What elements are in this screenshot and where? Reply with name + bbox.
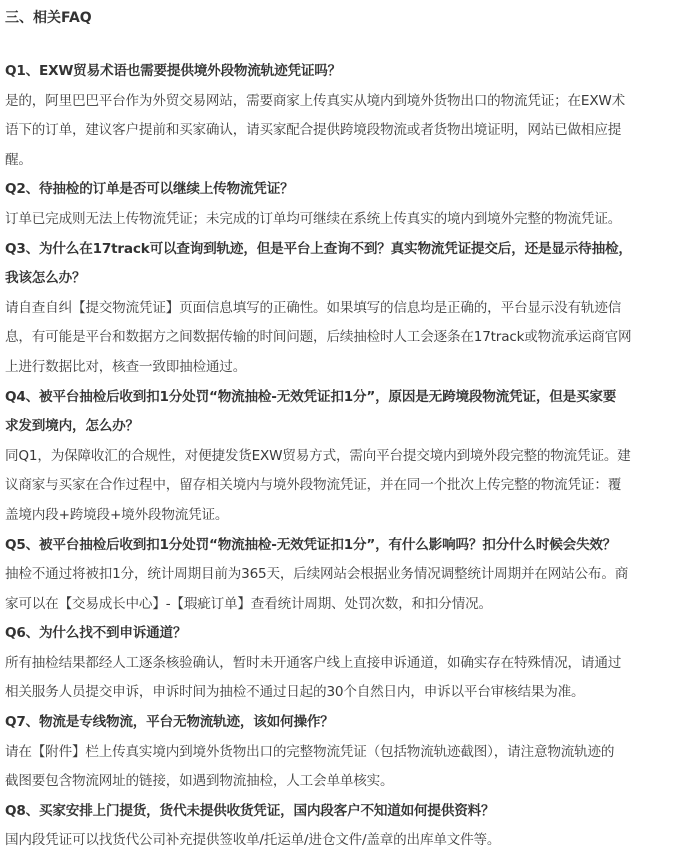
faq-item-q4 [5,383,695,531]
section-title: 三、相关FAQ [5,10,92,26]
faq-question [5,175,695,205]
faq-question [5,235,695,294]
faq-item-q3 [5,235,695,383]
faq-question [5,383,695,442]
answer-line: 醒。 [5,151,32,168]
answer-line: 上进行数据比对，核查一致即抽检通过。 [5,358,247,375]
faq-answer [5,442,695,531]
faq-answer [5,738,695,797]
faq-answer [5,649,695,708]
question-line: Q4、被平台抽检后收到扣1分处罚“物流抽检-无效凭证扣1分”，原因是无跨境段物流凭证，但是买家要 [5,388,617,405]
faq-item-q7 [5,708,695,797]
question-line: Q1、EXW贸易术语也需要提供境外段物流轨迹凭证吗？ [5,63,342,79]
faq-list [5,57,695,856]
faq-item-q1 [5,57,695,175]
question-line: Q8、买家安排上门提货，货代未提供收货凭证，国内段客户不知道如何提供资料？ [5,802,495,819]
answer-line: 同Q1，为保障收汇的合规性，对便捷发货EXW贸易方式，需向平台提交境内到境外段完整的物流凭证。建 [5,447,631,464]
answer-line: 请在【附件】栏上传真实境内到境外货物出口的完整物流凭证（包括物流轨迹截图），请注意物流轨迹的 [5,743,615,760]
question-line: Q7、物流是专线物流，平台无物流轨迹，该如何操作？ [5,714,334,731]
answer-line: 抽检不通过将被扣1分，统计周期目前为365天，后续网站会根据业务情况调整统计周期并在网站公布。商 [5,566,629,583]
answer-line: 请自查自纠【提交物流凭证】页面信息填写的正确性。如果填写的信息均是正确的，平台显示没有轨迹信 [5,299,622,316]
answer-line: 相关服务人员提交申诉，申诉时间为抽检不通过日起的30个自然日内，申诉以平台审核结果为准。 [5,684,585,701]
question-line: Q6、为什么找不到申诉通道？ [5,625,187,642]
faq-question [5,708,695,738]
faq-question [5,619,695,649]
faq-question [5,531,695,561]
faq-question [5,797,695,827]
question-line: 求发到境内，怎么办？ [5,418,139,435]
answer-line: 语下的订单，建议客户提前和买家确认，请买家配合提供跨境段物流或者货物出境证明，网站已做相应提 [5,122,622,139]
question-line: Q2、待抽检的订单是否可以继续上传物流凭证？ [5,181,294,198]
answer-line: 所有抽检结果都经人工逐条核验确认，暂时未开通客户线上直接申诉通道，如确实存在特殊情况，请通过 [5,654,622,671]
faq-question [5,57,695,87]
question-line: 我该怎么办？ [5,270,86,287]
faq-answer [5,294,695,383]
faq-answer [5,87,695,176]
faq-answer [5,826,695,856]
answer-line: 截图要包含物流网址的链接，如遇到物流抽检，人工会单单核实。 [5,773,394,790]
question-line: Q3、为什么在17track可以查询到轨迹，但是平台上查询不到？真实物流凭证提交后，还是显示待抽检， [5,240,632,257]
answer-line: 家可以在【交易成长中心】-【瑕疵订单】查看统计周期、处罚次数，和扣分情况。 [5,595,492,612]
faq-answer [5,560,695,619]
answer-line: 国内段凭证可以找货代公司补充提供签收单/托运单/进仓文件/盖章的出库单文件等。 [5,832,501,849]
faq-item-q8 [5,797,695,856]
answer-line: 息，有可能是平台和数据方之间数据传输的时间问题，后续抽检时人工会逐条在17track或物流承运商官网 [5,329,632,346]
answer-line: 订单已完成则无法上传物流凭证；未完成的订单均可继续在系统上传真实的境内到境外完整的物流凭证。 [5,210,622,227]
faq-answer [5,205,695,235]
answer-line: 是的，阿里巴巴平台作为外贸交易网站，需要商家上传真实从境内到境外货物出口的物流凭证；在EXW术 [5,92,626,109]
faq-item-q6 [5,619,695,708]
answer-line: 议商家与买家在合作过程中，留存相关境内与境外段物流凭证，并在同一个批次上传完整的物流凭证：覆 [5,477,622,494]
answer-line: 盖境内段+跨境段+境外段物流凭证。 [5,506,229,523]
faq-item-q5 [5,531,695,620]
faq-item-q2 [5,175,695,234]
question-line: Q5、被平台抽检后收到扣1分处罚“物流抽检-无效凭证扣1分”，有什么影响吗？扣分什么时候会失效？ [5,536,617,553]
